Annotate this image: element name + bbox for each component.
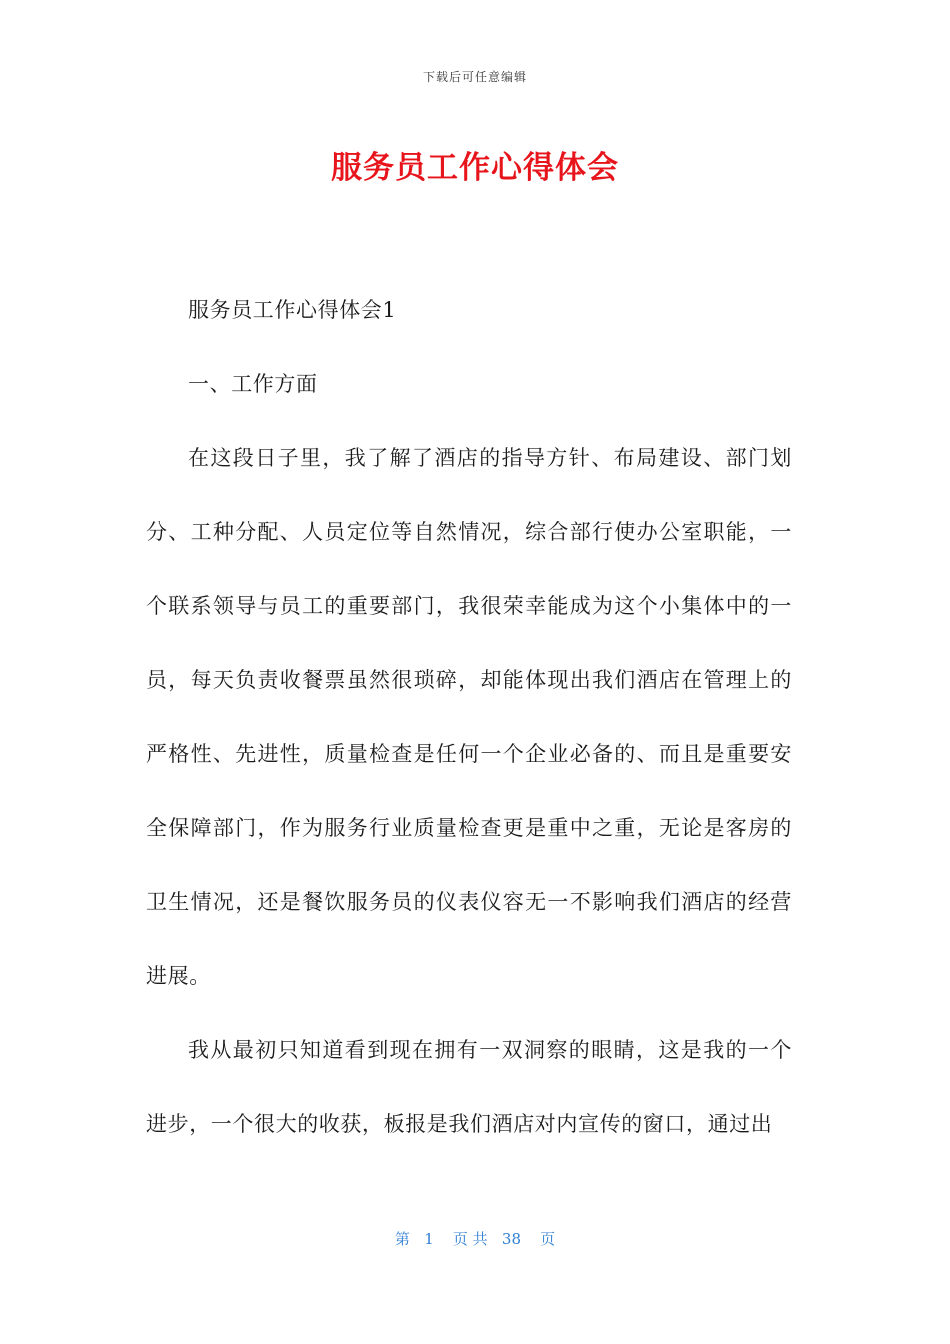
document-body [146, 273, 792, 1161]
body-paragraph: 在这段日子里，我了解了酒店的指导方针、布局建设、部门划分、工种分配、人员定位等自然情况，综合部行使办公室职能，一个联系领导与员工的重要部门，我很荣幸能成为这个小集体中的一员，每天负责收餐票虽然很琐碎，却能体现出我们酒店在管理上的严格性、先进性，质量检查是任何一个企业必备的、而且是重要安全保障部门，作为服务行业质量检查更是重中之重，无论是客房的卫生情况，还是餐饮服务员的仪表仪容无一不影响我们酒店的经营进展。 [146, 446, 792, 988]
document-title: 服务员工作心得体会 [331, 150, 619, 186]
subsection-heading: 一、工作方面 [188, 372, 318, 396]
header-note: 下载后可任意编辑 [422, 70, 527, 84]
page-number: 第 1 页 共 38 页 [394, 1230, 556, 1248]
section-heading: 服务员工作心得体会1 [188, 298, 397, 322]
body-paragraph: 我从最初只知道看到现在拥有一双洞察的眼睛，这是我的一个进步，一个很大的收获，板报是我们酒店对内宣传的窗口，通过出 [146, 1038, 792, 1136]
